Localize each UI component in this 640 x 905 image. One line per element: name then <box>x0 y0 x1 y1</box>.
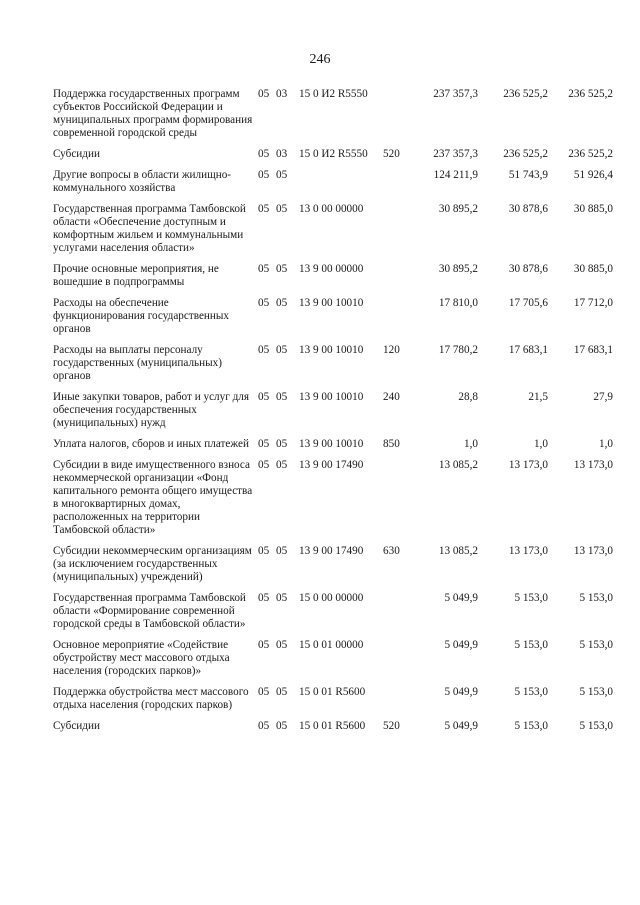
amount-year-2: 236 525,2 <box>503 148 548 160</box>
amount-year-1: 5 049,9 <box>444 686 478 698</box>
item-name: Расходы на обеспечение функционирования государственных органов <box>53 297 229 335</box>
subsection-code: 05 <box>276 391 288 403</box>
amount-year-3: 51 926,4 <box>573 169 613 181</box>
amount-year-3: 5 153,0 <box>579 592 613 604</box>
target-article-code: 13 9 00 10010 <box>299 344 364 356</box>
item-name: Поддержка государственных программ субъектов Российской Федерации и муниципальных программ формирования современной городской среды <box>53 88 253 139</box>
amount-year-3: 5 153,0 <box>579 639 613 651</box>
table-row <box>53 545 613 592</box>
item-name: Иные закупки товаров, работ и услуг для обеспечения государственных (муниципальных) нужд <box>53 391 250 429</box>
section-code: 05 <box>258 391 270 403</box>
table-row <box>53 148 613 169</box>
subsection-code: 05 <box>276 545 288 557</box>
subsection-code: 05 <box>276 720 288 732</box>
section-code: 05 <box>258 344 270 356</box>
amount-year-2: 5 153,0 <box>514 639 548 651</box>
target-article-code: 13 9 00 17490 <box>299 459 364 471</box>
amount-year-2: 5 153,0 <box>514 720 548 732</box>
amount-year-1: 5 049,9 <box>444 639 478 651</box>
amount-year-2: 17 705,6 <box>508 297 548 309</box>
subsection-code: 05 <box>276 592 288 604</box>
amount-year-3: 5 153,0 <box>579 720 613 732</box>
expense-type-code: 520 <box>383 148 400 160</box>
subsection-code: 05 <box>276 686 288 698</box>
subsection-code: 03 <box>276 88 288 100</box>
amount-year-1: 30 895,2 <box>438 263 478 275</box>
section-code: 05 <box>258 263 270 275</box>
subsection-code: 05 <box>276 263 288 275</box>
target-article-code: 13 9 00 10010 <box>299 391 364 403</box>
amount-year-2: 17 683,1 <box>508 344 548 356</box>
section-code: 05 <box>258 88 270 100</box>
expense-type-code <box>383 203 408 263</box>
target-article-code: 15 0 И2 R5550 <box>299 88 368 100</box>
item-name: Государственная программа Тамбовской области «Формирование современной городской среды в Тамбовской области» <box>53 592 246 630</box>
amount-year-2: 30 878,6 <box>508 263 548 275</box>
subsection-code: 03 <box>276 148 288 160</box>
amount-year-3: 13 173,0 <box>573 545 613 557</box>
target-article-code: 13 9 00 10010 <box>299 297 364 309</box>
amount-year-2: 13 173,0 <box>508 459 548 471</box>
expense-type-code <box>383 639 408 686</box>
section-code: 05 <box>258 720 270 732</box>
expense-type-code <box>383 297 408 344</box>
table-row <box>53 720 613 741</box>
amount-year-1: 13 085,2 <box>438 459 478 471</box>
target-article-code: 15 0 01 00000 <box>299 639 364 651</box>
page-number: 246 <box>309 52 331 67</box>
amount-year-1: 124 211,9 <box>433 169 478 181</box>
target-article-code: 15 0 00 00000 <box>299 592 364 604</box>
expense-type-code <box>383 592 408 639</box>
amount-year-3: 13 173,0 <box>573 459 613 471</box>
expense-type-code: 850 <box>383 438 400 450</box>
amount-year-2: 1,0 <box>534 438 548 450</box>
amount-year-1: 5 049,9 <box>444 592 478 604</box>
amount-year-1: 17 810,0 <box>438 297 478 309</box>
amount-year-1: 237 357,3 <box>433 148 478 160</box>
target-article-code: 13 9 00 00000 <box>299 263 364 275</box>
amount-year-1: 5 049,9 <box>444 720 478 732</box>
target-article-code: 15 0 И2 R5550 <box>299 148 368 160</box>
section-code: 05 <box>258 545 270 557</box>
amount-year-3: 236 525,2 <box>568 148 613 160</box>
expense-type-code: 520 <box>383 720 400 732</box>
amount-year-1: 30 895,2 <box>438 203 478 215</box>
amount-year-2: 5 153,0 <box>514 592 548 604</box>
expense-type-code <box>383 88 408 148</box>
target-article-code: 15 0 01 R5600 <box>299 686 366 698</box>
section-code: 05 <box>258 203 270 215</box>
amount-year-2: 5 153,0 <box>514 686 548 698</box>
item-name: Другие вопросы в области жилищно-коммунального хозяйства <box>53 169 232 194</box>
table-row <box>53 391 613 438</box>
subsection-code: 05 <box>276 169 288 181</box>
table-row <box>53 169 613 203</box>
section-code: 05 <box>258 297 270 309</box>
expense-type-code: 120 <box>383 344 400 356</box>
amount-year-2: 30 878,6 <box>508 203 548 215</box>
target-article-code <box>299 169 383 203</box>
expense-type-code: 240 <box>383 391 400 403</box>
budget-table <box>53 88 613 741</box>
item-name: Государственная программа Тамбовской области «Обеспечение доступным и комфортным жильем и коммунальными услугами населения области» <box>53 203 246 254</box>
amount-year-1: 1,0 <box>464 438 478 450</box>
target-article-code: 13 9 00 17490 <box>299 545 364 557</box>
amount-year-1: 13 085,2 <box>438 545 478 557</box>
section-code: 05 <box>258 438 270 450</box>
item-name: Прочие основные мероприятия, не вошедшие в подпрограммы <box>53 263 219 288</box>
amount-year-3: 17 712,0 <box>573 297 613 309</box>
amount-year-3: 27,9 <box>593 391 613 403</box>
section-code: 05 <box>258 459 270 471</box>
table-row <box>53 592 613 639</box>
section-code: 05 <box>258 169 270 181</box>
subsection-code: 05 <box>276 459 288 471</box>
table-row <box>53 297 613 344</box>
section-code: 05 <box>258 592 270 604</box>
table-row <box>53 203 613 263</box>
subsection-code: 05 <box>276 438 288 450</box>
target-article-code: 15 0 01 R5600 <box>299 720 366 732</box>
section-code: 05 <box>258 639 270 651</box>
item-name: Субсидии <box>53 148 100 160</box>
table-row <box>53 88 613 148</box>
amount-year-3: 30 885,0 <box>573 203 613 215</box>
item-name: Уплата налогов, сборов и иных платежей <box>53 438 249 450</box>
table-row <box>53 344 613 391</box>
subsection-code: 05 <box>276 344 288 356</box>
amount-year-2: 21,5 <box>528 391 548 403</box>
section-code: 05 <box>258 686 270 698</box>
subsection-code: 05 <box>276 203 288 215</box>
item-name: Основное мероприятие «Содействие обустройству мест массового отдыха населения (городских парков)» <box>53 639 230 677</box>
table-row <box>53 639 613 686</box>
item-name: Расходы на выплаты персоналу государственных (муниципальных) органов <box>53 344 222 382</box>
amount-year-3: 5 153,0 <box>579 686 613 698</box>
subsection-code: 05 <box>276 639 288 651</box>
expense-type-code <box>383 459 408 545</box>
subsection-code: 05 <box>276 297 288 309</box>
amount-year-2: 51 743,9 <box>508 169 548 181</box>
target-article-code: 13 9 00 10010 <box>299 438 364 450</box>
amount-year-3: 17 683,1 <box>573 344 613 356</box>
item-name: Субсидии в виде имущественного взноса некоммерческой организации «Фонд капитального ремонта общего имущества в многоквартирных домах, расположенных на территории Тамбовской области» <box>53 459 253 536</box>
expense-type-code <box>383 169 408 203</box>
expense-type-code <box>383 263 408 297</box>
amount-year-3: 1,0 <box>599 438 613 450</box>
section-code: 05 <box>258 148 270 160</box>
amount-year-2: 13 173,0 <box>508 545 548 557</box>
amount-year-1: 17 780,2 <box>438 344 478 356</box>
table-row <box>53 438 613 459</box>
amount-year-3: 30 885,0 <box>573 263 613 275</box>
item-name: Субсидии некоммерческим организациям (за исключением государственных (муниципальных) учреждений) <box>53 545 252 583</box>
amount-year-1: 237 357,3 <box>433 88 478 100</box>
table-row <box>53 686 613 720</box>
item-name: Субсидии <box>53 720 100 732</box>
table-row <box>53 263 613 297</box>
amount-year-2: 236 525,2 <box>503 88 548 100</box>
table-row <box>53 459 613 545</box>
expense-type-code: 630 <box>383 545 400 557</box>
item-name: Поддержка обустройства мест массового отдыха населения (городских парков) <box>53 686 249 711</box>
target-article-code: 13 0 00 00000 <box>299 203 364 215</box>
amount-year-3: 236 525,2 <box>568 88 613 100</box>
expense-type-code <box>383 686 408 720</box>
amount-year-1: 28,8 <box>458 391 478 403</box>
